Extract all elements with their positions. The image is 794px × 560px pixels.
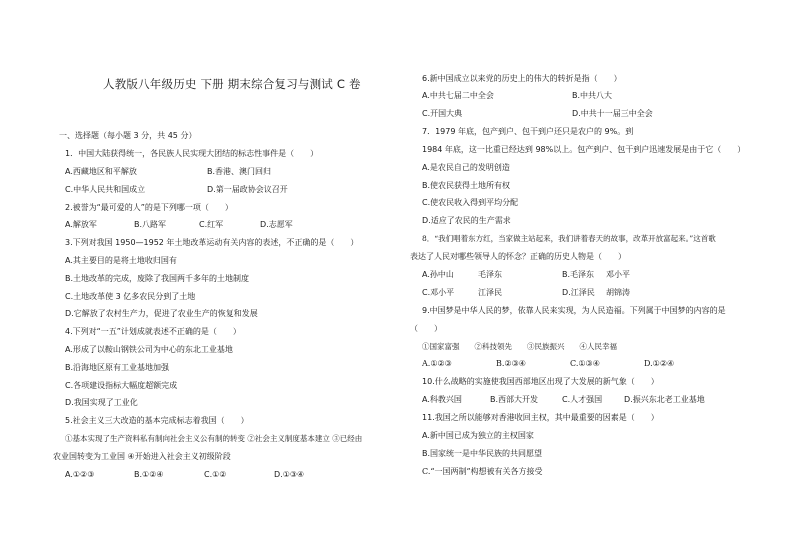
question-5-option-a: A.①②③ bbox=[65, 470, 95, 479]
question-10-stem: 10.什么战略的实施使我国西部地区出现了大发展的新气象（ ） bbox=[422, 377, 659, 386]
question-8-option-a-name-1: A.孙中山 bbox=[422, 270, 454, 279]
question-3-stem: 3.下列对我国 1950—1952 年土地改革运动有关内容的表述，不正确的是（ ） bbox=[65, 238, 359, 247]
question-4-stem: 4.下列对“一五”计划成就表述不正确的是（ ） bbox=[65, 327, 241, 336]
question-5-option-d: D.①③④ bbox=[274, 470, 305, 479]
question-6-option-d: D.中共十一届三中全会 bbox=[572, 109, 653, 118]
question-1-option-d: D.第一届政协会议召开 bbox=[207, 185, 288, 194]
question-3-option-b: B.土地改革的完成，废除了我国两千多年的土地制度 bbox=[65, 274, 250, 283]
question-9-option-b: B.②③④ bbox=[496, 359, 526, 368]
question-11-stem: 11.我国之所以能够对香港收回主权，其中最重要的因素是（ ） bbox=[422, 413, 659, 422]
question-8-option-c-name-1: C.邓小平 bbox=[422, 288, 455, 297]
question-6-stem: 6.新中国成立以来党的历史上的伟大的转折是指（ ） bbox=[422, 74, 622, 83]
question-5-description-line-1: ①基本实现了生产资料私有制向社会主义公有制的转变 ②社会主义制度基本建立 ③已经由 bbox=[65, 434, 363, 443]
question-8-option-c-name-2: 江泽民 bbox=[478, 288, 502, 297]
question-2-option-a: A.解放军 bbox=[65, 220, 97, 229]
question-11-option-a: A.新中国已成为独立的主权国家 bbox=[422, 431, 534, 440]
question-7-option-d: D.适应了农民的生产需求 bbox=[422, 216, 511, 225]
question-2-option-d: D.志愿军 bbox=[260, 220, 293, 229]
question-5-option-b: B.①②④ bbox=[134, 470, 164, 479]
question-7-stem-line-2: 1984 年底，这一比重已经达到 98%以上。包产到户、包干到户迅速发展是由于它（ ） bbox=[422, 145, 746, 154]
question-4-option-c: C.各项建设指标大幅度超额完成 bbox=[65, 381, 178, 390]
question-1-stem: 1．中国大陆获得统一，各民族人民实现大团结的标志性事件是（ ） bbox=[65, 149, 319, 158]
question-8-stem-line-1: 8．“我们唱着东方红，当家做主站起来，我们讲着春天的故事，改革开放富起来。”这首歌 bbox=[422, 234, 716, 243]
question-7-option-c: C.使农民收入得到平均分配 bbox=[422, 198, 519, 207]
question-9-option-d: D.①②④ bbox=[644, 359, 675, 368]
question-11-option-b: B.国家统一是中华民族的共同愿望 bbox=[422, 449, 543, 458]
question-2-stem: 2.被誉为“最可爱的人”的是下列哪一项（ ） bbox=[65, 203, 233, 212]
question-11-option-c: C.“一国两制”构想被有关各方接受 bbox=[422, 467, 543, 476]
question-3-option-d: D.它解放了农村生产力，促进了农业生产的恢复和发展 bbox=[65, 309, 258, 318]
question-3-option-c: C.土地改革使 3 亿多农民分到了土地 bbox=[65, 292, 196, 301]
question-2-option-c: C.红军 bbox=[199, 220, 224, 229]
question-5-stem: 5.社会主义三大改造的基本完成标志着我国（ ） bbox=[65, 416, 249, 425]
question-10-option-a: A.科教兴国 bbox=[422, 395, 462, 404]
question-8-stem-line-2: 表达了人民对哪些领导人的怀念？正确的历史人物是（ ） bbox=[410, 252, 626, 261]
question-4-option-a: A.形成了以鞍山钢铁公司为中心的东北工业基地 bbox=[65, 345, 233, 354]
question-6-option-c: C.开国大典 bbox=[422, 109, 463, 118]
exam-title: 人教版八年级历史 下册 期末综合复习与测试 C 卷 bbox=[103, 77, 361, 91]
question-10-option-b: B.西部大开发 bbox=[490, 395, 539, 404]
question-4-option-d: D.我国实现了工业化 bbox=[65, 398, 138, 407]
question-6-option-a: A.中共七届二中全会 bbox=[422, 91, 494, 100]
question-9-stem-line-2: （ ） bbox=[410, 324, 442, 333]
question-9-option-a: A.①②③ bbox=[422, 359, 452, 368]
question-8-option-d-name-2: 胡锦涛 bbox=[606, 288, 630, 297]
question-1-option-a: A.西藏地区和平解放 bbox=[65, 167, 137, 176]
question-4-option-b: B.沿海地区原有工业基地加强 bbox=[65, 363, 170, 372]
question-5-option-c: C.①② bbox=[204, 470, 227, 479]
question-9-stem-line-1: 9.中国梦是中华人民的梦，依靠人民来实现，为人民造福。下列属于中国梦的内容的是 bbox=[422, 306, 726, 315]
question-3-option-a: A.其主要目的是将土地收归国有 bbox=[65, 256, 177, 265]
section-heading: 一、选择题（每小题 3 分，共 45 分） bbox=[59, 131, 197, 140]
question-1-option-c: C.中华人民共和国成立 bbox=[65, 185, 146, 194]
question-9-items: ①国家富强 ②科技领先 ③民族振兴 ④人民幸福 bbox=[422, 342, 617, 351]
question-10-option-d: D.振兴东北老工业基地 bbox=[624, 395, 705, 404]
question-8-option-d-name-1: D.江泽民 bbox=[562, 288, 595, 297]
question-1-option-b: B.香港、澳门回归 bbox=[207, 167, 272, 176]
question-8-option-a-name-2: 毛泽东 bbox=[478, 270, 502, 279]
question-7-option-a: A.是农民自己的发明创造 bbox=[422, 163, 510, 172]
question-8-option-b-name-1: B.毛泽东 bbox=[562, 270, 595, 279]
question-6-option-b: B.中共八大 bbox=[572, 91, 613, 100]
question-7-stem-line-1: 7．1979 年底，包产到户、包干到户还只是农户的 9%。到 bbox=[422, 127, 634, 136]
question-7-option-b: B.使农民获得土地所有权 bbox=[422, 181, 511, 190]
question-10-option-c: C.人才强国 bbox=[562, 395, 603, 404]
question-8-option-b-name-2: 邓小平 bbox=[606, 270, 630, 279]
question-5-description-line-2: 农业国转变为工业国 ④开始进入社会主义初级阶段 bbox=[53, 452, 231, 461]
question-2-option-b: B.八路军 bbox=[134, 220, 167, 229]
question-9-option-c: C.①③④ bbox=[570, 359, 600, 368]
